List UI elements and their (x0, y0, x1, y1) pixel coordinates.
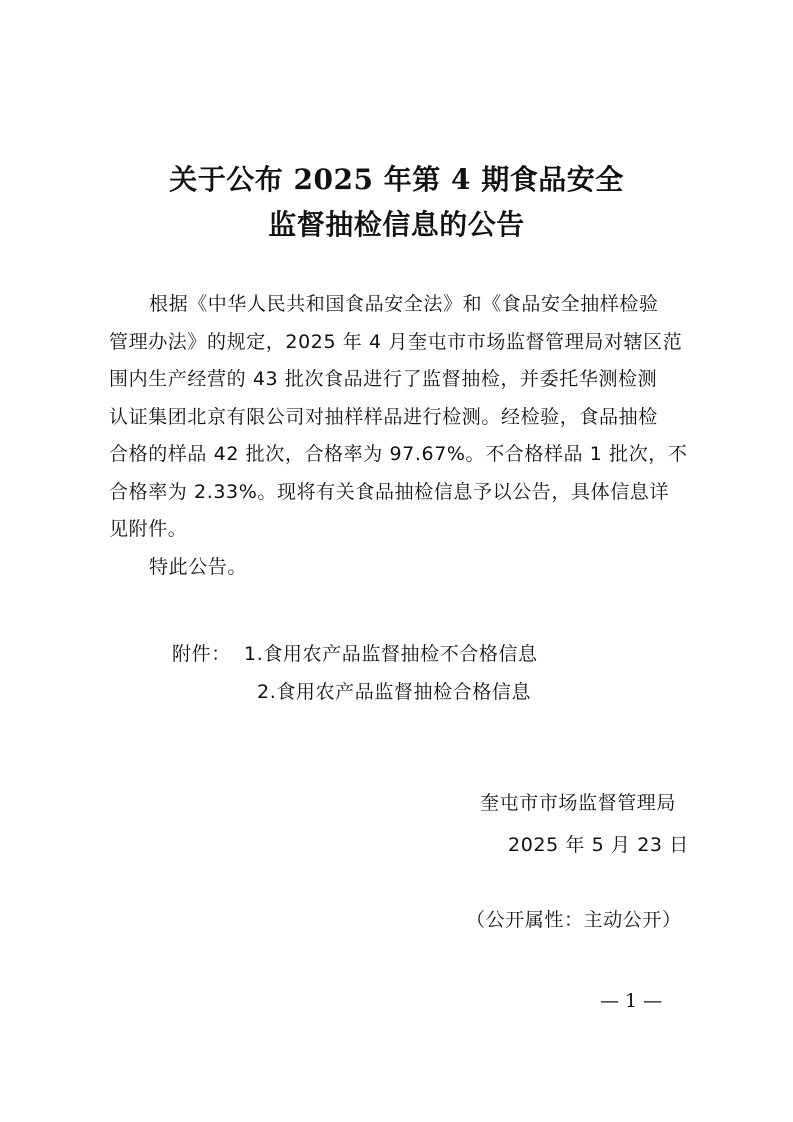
body-line: 认证集团北京有限公司对抽样样品进行检测。经检验，食品抽检 (109, 405, 658, 428)
body-line: 围内生产经营的 43 批次食品进行了监督抽检，并委托华测检测 (109, 368, 658, 390)
body-line: 根据《中华人民共和国食品安全法》和《食品安全抽样检验 (149, 293, 659, 315)
document-body (109, 286, 689, 586)
body-line: 合格的样品 42 批次，合格率为 97.67%。不合格样品 1 批次，不 (109, 443, 688, 465)
attachment-item-1: 1.食用农产品监督抽检不合格信息 (244, 643, 538, 665)
closing-text: 特此公告。 (149, 555, 248, 578)
body-line: 管理办法》的规定，2025 年 4 月奎屯市市场监督管理局对辖区范 (109, 330, 683, 353)
attachment-item-2: 2.食用农产品监督抽检合格信息 (257, 681, 532, 703)
document-title-line-2: 监督抽检信息的公告 (268, 208, 525, 241)
sign-date: 2025 年 5 月 23 日 (508, 834, 689, 856)
disclosure-attribute: （公开属性：主动公开） (466, 909, 682, 931)
signer-name: 奎屯市市场监督管理局 (480, 792, 677, 814)
closing-paragraph (109, 549, 689, 587)
body-line: 见附件。 (109, 518, 188, 540)
page-number: — 1 — (600, 990, 663, 1012)
document-title-line-1: 关于公布 2025 年第 4 期食品安全 (169, 163, 624, 196)
attachments-label: 附件： (172, 643, 231, 665)
body-paragraph (109, 286, 689, 549)
body-line: 合格率为 2.33%。现将有关食品抽检信息予以公告，具体信息详 (109, 480, 669, 503)
